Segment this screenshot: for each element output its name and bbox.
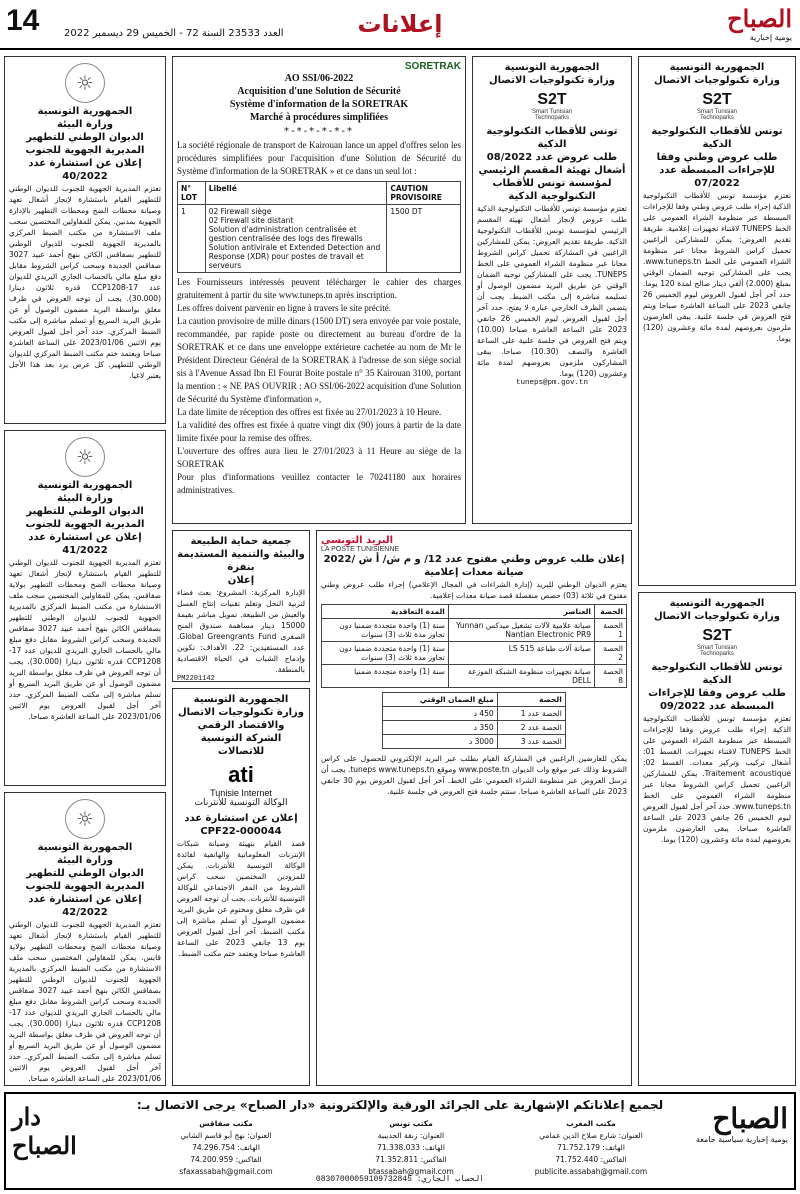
footer-contact-box [4,1092,796,1190]
page-number: 14 [6,4,40,37]
ad-header-3: الديوان الوطني للتطهير [26,506,144,517]
ad-body: تعتزم المديرية الجهوية للجنوب للديوان الوطني للتطهير القيام باستشارة لإنجاز أشغال تعهد وصيانة محطات الضخ ومحطات التطهير بولاية صفاقس. يمكن للمقاولين المختصين سحب ملف الاستشارة من مكتب الضبط المركزي بالمديرية الجهوية للجنوب للديوان الوطني للتطهير بصفاقس الكائن بنهج أحمد عبيد 3027 صفاقس الجديدة وسحب كراس الشروط مقابل دفع مبلغ مالي بالحساب الجاري البريدي للديوان عدد 17-CCP1208 قدره ثلاثون دينارا (30.000). يجب أن توجه العروض في ظرف مغلق بواسطة البريد مضمون الوصول أو عن طريق البريد السريع أو تسلم مباشرة إلى مكتب الضبط المركزي. حدد آخر أجل لقبول العروض يوم الاثنين 2023/01/06 على الساعة العاشرة صباحا. [9,558,161,721]
onas-emblem-icon: ☼ [65,799,105,839]
ad-header-5: إعلان عن استشارة عدد 41/2022 [28,532,142,556]
poste-logo-fr: LA POSTE TUNISIENNE [321,546,400,553]
office-column [506,1118,676,1178]
ati-brand-ar: الوكالة التونسية للأنترنات [194,798,288,808]
onas-ad-40 [4,56,166,424]
table-cell: سنة (1) واحدة متجددة ضمنيا دون تجاوز مدة ثلاث (3) سنوات [322,642,449,665]
table-row [322,665,627,688]
table-cell: الحصة 1 [594,619,626,642]
ati-header-2: وزارة تكنولوجيات الاتصال والاقتصاد الرقمي [178,707,304,731]
s2t-sub: Smart Tunisian Technoparks [696,645,738,657]
lot-item: 02 Firewall siège [208,207,272,216]
s2t-logo [692,627,742,657]
ad-header-2: وزارة البيئة [56,855,114,866]
office-line: publicite.assabah@gmail.com [534,1167,648,1176]
table-cell: صيانة تجهيزات منظومة الشبكة الموزعة DELL [448,665,594,688]
s2t-header-2: وزارة تكنولوجيات الاتصال [489,75,615,86]
lot-items [205,205,387,273]
s2t-mark: S2T [702,91,732,108]
table-cell: 3000 د [383,735,498,749]
office-title: مكتب تونس [389,1119,433,1128]
table-row [383,721,566,735]
ad-header-3: الديوان الوطني للتطهير [26,868,144,879]
s2t-header-4: طلب عروض وطني وفقا للإجراءات المبسطة عدد 07/2022 [656,152,778,189]
soretrak-p2: Les offres doivent parvenir en ligne à travers le site précité. [177,303,391,313]
office-line: العنوان: نهج أبو قاسم الشابي [180,1131,272,1140]
table-cell: صيانة علامية لآلات تشغيل ميدكس Yunnan Nantian Electronic PR9 [448,619,594,642]
section-title: إعلانات [357,10,443,38]
s2t-header-1: الجمهورية التونسية [669,598,765,609]
nature-body: الإدارة المركزية: المشروع: بعث فضاء لتربية النحل وتعلم تقنيات إنتاج العسل والعيش من الطبيعة. تمويل مباشر بقيمة 15000 دينار مساهمة صندوق المنح الصغرى Global Greengrants Fund. عدد المستفيدين: 22. الأهداف: تكوين وإدماج الشباب في الحياة الاقتصادية بالمنطقة. [177,588,305,674]
ad-body: تعتزم المديرية الجهوية للجنوب للديوان الوطني للتطهير القيام باستشارة لإنجاز أشغال تعهد وصيانة محطات الضخ ومحطات التطهير بولاية قابس. يمكن للمقاولين المختصين سحب ملف الاستشارة من مكتب الضبط المركزي بالمديرية الجهوية للجنوب للديوان الوطني للتطهير بصفاقس الكائن بنهج أحمد عبيد 3027 صفاقس الجديدة وسحب كراس الشروط مقابل دفع مبلغ مالي بالحساب الجاري البريدي للديوان عدد 17-CCP1208 قدره ثلاثون دينارا (30.000). يجب أن توجه العروض في ظرف مغلق بواسطة البريد مضمون الوصول أو عن طريق البريد السريع أو تسلم مباشرة إلى مكتب الضبط المركزي. حدد آخر أجل لقبول العروض يوم الاثنين 2023/01/06 على الساعة العاشرة صباحا. [9,920,161,1083]
page-header [0,0,800,50]
s2t-header-1: الجمهورية التونسية [504,62,600,73]
s2t-header-3: تونس للأقطاب التكنولوجية الذكية [486,126,618,150]
office-line: الهاتف: 74.296.754 [192,1143,260,1152]
s2t-header-4: طلب عروض وفقا للإجراءات المبسطة عدد 09/2022 [648,688,786,712]
logo-brand: الصباح [727,4,792,33]
soretrak-title-1: Acquisition d'une Solution de Sécurité [237,86,401,97]
office-line: العنوان: زنقة الحديبية [377,1131,445,1140]
footer-title: لجميع إعلاناتكم الإشهارية على الجرائد الورقية والإلكترونية «دار الصباح» يرجى الاتصال بـ: [136,1098,664,1112]
soretrak-title-3: Marché à procédures simplifiées [249,112,389,123]
table-cell: 350 د [383,721,498,735]
table-row [383,707,566,721]
table-row [383,735,566,749]
poste-body: يمكن للعارضين الراغبين في المشاركة القيام بطلب عبر البريد الإلكتروني للحصول على كراس الشروط وذلك عبر موقع واب الديوان www.poste.tn وموقع tuneps www.tuneps.tn. يجب أن ترسل العروض عبر منظومة الشراء العمومي على الخط. آخر أجل لقبول العروض يوم 30 جانفي 2023 على الساعة العاشرة صباحا. ستتم جلسة فتح العروض في جلسة علنية. [321,754,627,796]
footer-account: الحساب الجاري: 08307000059109732845 [315,1175,485,1184]
s2t-header-2: وزارة تكنولوجيات الاتصال [654,75,780,86]
issue-line: العدد 23533 السنة 72 - الخميس 29 ديسمبر 2022 [64,28,284,39]
soretrak-logo: SORETRAK [404,61,461,72]
poste-logo-ar: البريد التونسي [321,535,394,546]
office-column [136,1118,316,1178]
s2t-body: تعتزم مؤسسة تونس للأقطاب التكنولوجية الذكية إجراء طلب عروض وطني وفقا للإجراءات المبسطة عبر منظومة الشراء العمومي على الخط TUNEPS لاقتناء تجهيزات إعلامية. طريقة تقديم العروض: يمكن للمشاركين الراغبين تحميل كراس الشروط مجانا عبر منظومة الشراء العمومي على الخط www.tuneps.tn. يجب على المشاركين توجيه الضمان الوقتي بمبلغ (2.000) ألفي دينار صالح لمدة 120 يوما. حدد آخر أجل لقبول العروض ليوم الخميس 26 جانفي 2023 على الساعة العاشرة صباحا ويتم فتح العروض في جلسة علنية. يبقى العارضون ملزمون بعروضهم لمدة مائة وعشرون (120) يوما. [643,191,791,343]
s2t-mark: S2T [702,627,732,644]
soretrak-p3: La caution provisoire de mille dinars (1500 DT) sera envoyée par voie postale, recommandée, par rapide poste ou directement au bureau d'ordre de la SORETRAK et ce dans une enveloppe extérieure cachetée au nom de Mr le Président Directeur Général de la SORETRAK à l'adresse de son siège social sis à l'Avenue Assad Ibn El Fourat Boite postale n° 35 Kairouan 3100, portant la mention : « NE PAS OUVRIR : AO SSI/06-2022 acquisition d'une Solution de Sécurité du Système d'information », [177,316,461,404]
ad-header-1: الجمهورية التونسية [37,106,133,117]
s2t-header-5: أشغال تهيئة المقسم الرئيسي لمؤسسة تونس للأقطاب التكنولوجية الذكية [478,165,626,202]
onas-emblem-icon: ☼ [65,63,105,103]
table-header: الحصة [594,605,626,619]
soretrak-p4: La date limite de réception des offres est fixée au 27/01/2023 à 10 Heure. [177,407,442,417]
poste-lots-table [321,604,627,688]
office-line: الفاكس: 71.752.440 [555,1155,627,1164]
footer-brand: الصباح [712,1102,788,1135]
lot-item: Solution d'administration centralisée et gestion centralisée des logs des firewalls [208,225,363,243]
office-line: sfaxassabah@gmail.com [179,1167,273,1176]
nature-title: جمعية حماية الطبيعة والبيئة والتنمية المستديمة بنفزة [177,536,305,573]
office-line: الفاكس: 74.200.959 [190,1155,262,1164]
s2t-header-1: الجمهورية التونسية [669,62,765,73]
ati-header-3: الشركة التونسية للاتصالات [200,733,282,757]
nature-code: PM2201142 [177,675,215,682]
ad-header-4: المديرية الجهوية للجنوب [25,519,145,530]
poste-logo [321,535,627,553]
lot-number: 1 [178,205,206,273]
soretrak-lot-table [177,181,461,273]
poste-ad [316,530,632,1086]
poste-subtitle: صيانة معدات إعلامية [424,567,524,578]
office-line: الفاكس: 71.352.811 [375,1155,447,1164]
ati-consult: إعلان عن استشارة عدد CPF22-000044 [184,813,298,837]
table-header: N° LOT [178,182,206,205]
footer-brand-tag: يومية إخبارية سياسية جامعة [695,1135,788,1144]
s2t-sub: Smart Tunisian Technoparks [696,109,738,121]
newspaper-logo [682,4,792,44]
dar-assabah-brand: دار الصباح [12,1102,77,1160]
footer-logo [678,1102,788,1144]
s2t-logo [692,91,742,121]
onas-emblem-icon: ☼ [65,437,105,477]
s2t-body: تعتزم مؤسسة تونس للأقطاب التكنولوجية الذكية إجراء طلب عروض وفقا للإجراءات المبسطة عبر منظومة الشراء العمومي على الخط TUNEPS لاقتناء تجهيزات. القسط 01: أشغال تركيب وتركيز معدات. القسط 02: Traitement acoustique. يمكن للمشاركين الراغبين تحميل كراس الشروط مجانا عبر منظومة الشراء العمومي على الخط www.tuneps.tn. حدد آخر أجل لقبول العروض ليوم الخميس 26 جانفي 2023 على الساعة العاشرة صباحا. يبقى العارضون ملزمون بعروضهم لمدة مائة وعشرون (120) يوما. [643,714,791,844]
lot-item: Solution antivirale et Extended Detection and Response (XDR) pour postes de travail et serveurs [208,243,381,270]
table-cell: 450 د [383,707,498,721]
nature-association-ad [172,530,310,682]
nature-subtitle: إعلان [227,575,255,586]
table-header: CAUTION PROVISOIRE [387,182,461,205]
table-header: Libellé [205,182,387,205]
table-cell: سنة (1) واحدة متجددة ضمنيا [322,665,449,688]
s2t-sub: Smart Tunisian Technoparks [531,109,573,121]
dar-assabah-logo [12,1102,112,1160]
office-line: العنوان: شارع صلاح الدين عمامي [539,1131,643,1140]
soretrak-ref: AO SSI/06-2022 [284,73,354,84]
logo-tagline: يومية إخبارية [749,33,792,42]
ad-header-1: الجمهورية التونسية [37,842,133,853]
table-cell: الحصة 8 [594,665,626,688]
table-cell: الحصة عدد 1 [497,707,565,721]
office-line: الهاتف: 71.752.179 [557,1143,625,1152]
table-row [322,619,627,642]
onas-ad-41 [4,430,166,786]
table-header: المدة التعاقدية [322,605,449,619]
ad-header-4: المديرية الجهوية للجنوب [25,145,145,156]
ati-logo [177,762,305,808]
poste-title: إعلان طلب عروض وطني مفتوح عدد 12/ و م ش/ أ ش /2022 [323,554,625,565]
s2t-header-3: تونس للأقطاب التكنولوجية الذكية [651,662,783,686]
office-line: الهاتف: 71.338.033 [377,1143,445,1152]
table-cell: الحصة عدد 3 [497,735,565,749]
soretrak-intro: La société régionale de transport de Kairouan lance un appel d'offres selon les procédures simplifiées pour l'acquisition d'une Solution de Sécurité du Système d'information de la SORETRAK » et ce dans un seul lot : [177,140,461,176]
ad-header-2: وزارة البيئة [56,493,114,504]
soretrak-stars: *-*-*-*-*-* [283,126,355,137]
ad-body: تعتزم المديرية الجهوية للجنوب للديوان الوطني للتطهير القيام باستشارة لإنجاز أشغال تعهد وصيانة محطات الضخ ومحطات التطهير بالإدارة الجهوية بمدنين. يمكن للمقاولين المختصين سحب ملف الاستشارة من مكتب الضبط المركزي بالمديرية الجهوية للجنوب للديوان الوطني للتطهير بصفاقس الكائن بنهج أحمد عبيد 3027 صفاقس الجديدة وسحب كراس الشروط مقابل دفع مبلغ مالي بالحساب الجاري البريدي للديوان عدد 17-CCP1208 قدره ثلاثون دينارا (30.000). يجب أن توجه العروض في ظرف مغلق بواسطة البريد مضمون الوصول أو عن طريق البريد السريع أو تسلم مباشرة إلى مكتب الضبط المركزي. حدد آخر أجل لقبول العروض يوم الاثنين 2023/01/06 على الساعة العاشرة صباحا ويعتمد ختم مكتب الضبط المركزي للديوان الوطني للتطهير. كل عرض يرد بعد هذا الأجل يعتبر لاغيا. [9,184,162,380]
table-cell: الحصة عدد 2 [497,721,565,735]
ati-brand-fr: Tunisie Internet [210,788,272,798]
ad-header-4: المديرية الجهوية للجنوب [25,881,145,892]
table-cell: الحصة 2 [594,642,626,665]
ati-body: قصد القيام بتهيئة وصيانة شبكات الإنترنات المعلوماتية والهاتفية لفائدة الوكالة التونسية للأنترنات. يمكن للمزودين المختصين سحب كراس الشروط من المقر الاجتماعي للوكالة التونسية للأنترنات. يجب أن توجه العروض في ظرف مغلق ومختوم عن طريق البريد مضمون الوصول أو تسلم مباشرة إلى مكتب الضبط. آخر أجل لقبول العروض يوم 13 جانفي 2023 على الساعة العاشرة صباحا ويعتمد ختم مكتب الضبط. [177,839,305,958]
ad-header-5: إعلان عن استشارة عدد 40/2022 [28,158,142,182]
s2t-mark: S2T [537,91,567,108]
s2t-ad-09 [638,592,796,1086]
soretrak-ad [172,56,466,524]
lot-item: 02 Firewall site distant [208,216,294,225]
s2t-ad-08 [472,56,632,524]
table-cell: سنة (1) واحدة متجددة ضمنيا دون تجاوز مدة ثلاث (3) سنوات [322,619,449,642]
ad-header-1: الجمهورية التونسية [37,480,133,491]
soretrak-p7: Pour plus d'informations veuillez contacter le 70241180 aux horaires administratives. [177,472,461,495]
table-cell: صيانة آلات طباعة LS 515 [448,642,594,665]
ad-header-3: الديوان الوطني للتطهير [26,132,144,143]
office-column [326,1118,496,1178]
onas-ad-42 [4,792,166,1086]
s2t-body: تعتزم مؤسسة تونس للأقطاب التكنولوجية الذكية طلب عروض لإنجاز أشغال تهيئة المقسم الرئيسي لمؤسسة تونس للأقطاب التكنولوجية الذكية. طريقة تقديم العروض: يمكن للمشاركين الراغبين في المشاركة تحميل كراس الشروط مجانا عبر منظومة الشراء العمومي على الخط TUNEPS. يجب على المشاركين توجيه الضمان الوقتي عن طريق البريد مضمون الوصول أو تسليمه مباشرة إلى مكتب الضبط. يجب أن يتضمن الظرف الخارجي عبارة لا يفتح. حدد آخر أجل لقبول العروض ليوم الخميس 26 جانفي 2023 على الساعة العاشرة صباحا (10.00) ويتم فتح العروض في جلسة علنية على الساعة العاشرة والنصف (10.30) صباحا. يبقى المشاركون ملزمون بعروضهم لمدة مائة وعشرون (120) يوما. [477,204,628,378]
ati-header-1: الجمهورية التونسية [193,694,289,705]
s2t-header-3: تونس للأقطاب التكنولوجية الذكية [651,126,783,150]
poste-intro: يعتزم الديوان الوطني للبريد (إدارة الشراءات في المجال الإعلامي) إجراء طلب عروض وطني مفتوح في ثلاثة (03) حصص منفصلة قصد صيانة معدات إعلامية. [321,580,627,600]
table-header: العناصر [448,605,594,619]
soretrak-title-2: Système d'information de la SORETRAK [229,99,409,110]
table-header: مبلغ الضمان الوقتي [383,693,498,707]
poste-guarantee-table [382,692,566,749]
soretrak-p1: Les Fournisseurs intéressés peuvent télécharger le cahier des charges gratuitement à partir du site www.tuneps.tn après inscription. [177,277,461,300]
table-header: الحصة [497,693,565,707]
s2t-ad-07 [638,56,796,586]
table-row [322,642,627,665]
office-line: btassabah@gmail.com [368,1167,454,1176]
s2t-logo [527,91,577,121]
office-title: مكتب صفاقس [199,1119,253,1128]
ati-ad [172,688,310,1086]
ad-header-2: وزارة البيئة [56,119,114,130]
soretrak-p6: L'ouverture des offres aura lieu le 27/01/2023 à 11 Heure au siège de la SORETRAK [177,446,461,469]
office-title: مكتب المغرب [566,1119,616,1128]
ati-brand: ati [228,762,254,787]
s2t-contact: tuneps@pm.gov.tn [515,379,588,387]
soretrak-p5: La validité des offres est fixée à quatre vingt dix (90) jours à partir de la date limite fixée pour la remise des offres. [177,420,461,443]
ad-header-5: إعلان عن استشارة عدد 42/2022 [28,894,142,918]
s2t-header-2: وزارة تكنولوجيات الاتصال [654,611,780,622]
lot-caution: 1500 DT [387,205,461,273]
s2t-header-4: طلب عروض عدد 08/2022 [486,152,618,163]
